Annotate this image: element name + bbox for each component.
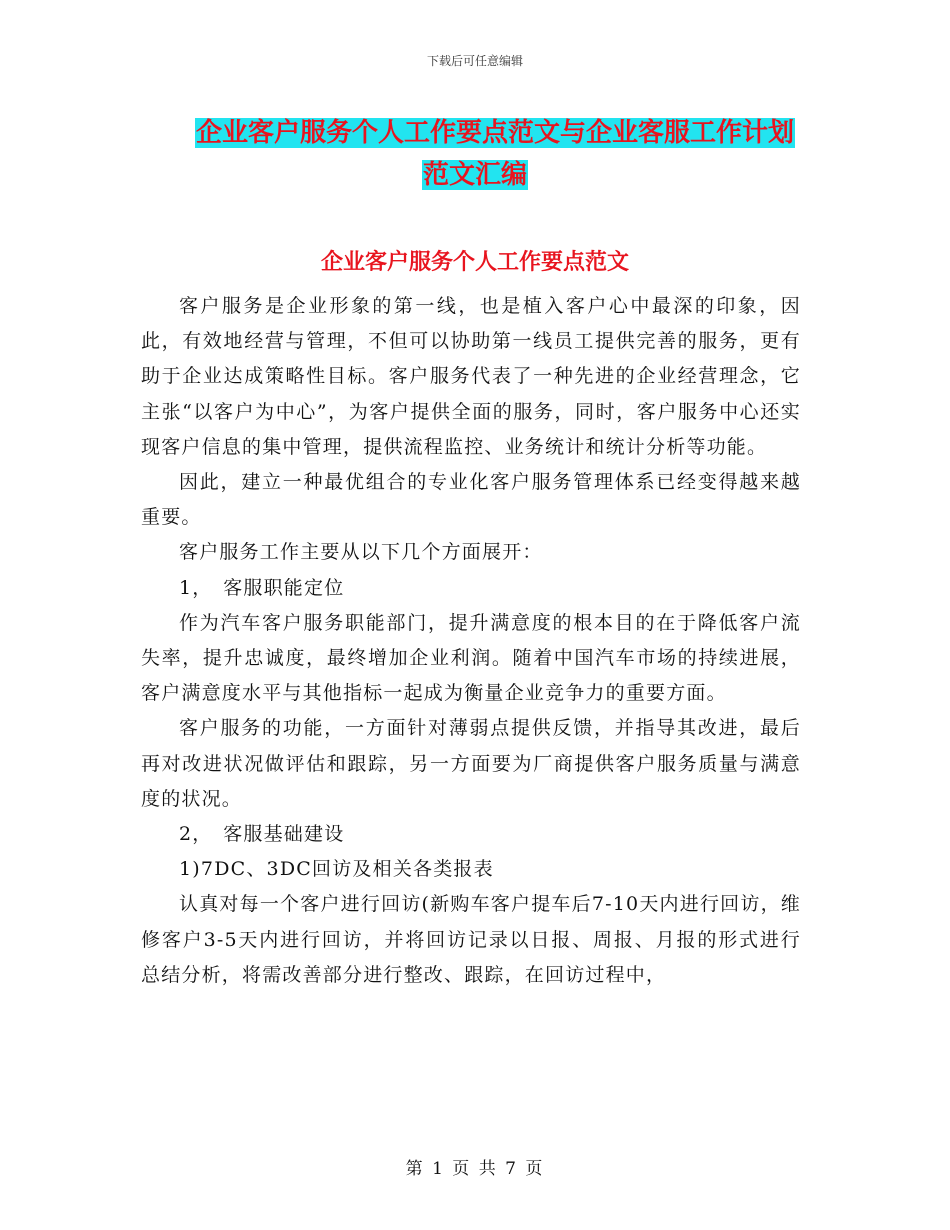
paragraph: 认真对每一个客户进行回访(新购车客户提车后7-10天内进行回访，维修客户3-5天内进行回访，并将回访记录以日报、周报、月报的形式进行总结分析，将需改善部分进行整改、跟踪，在回访过程中， [141,893,801,986]
paragraph: 客户服务工作主要从以下几个方面展开： [179,541,543,564]
list-heading: 1， 客服职能定位 [179,576,345,599]
body-text [141,289,801,993]
paragraph: 作为汽车客户服务职能部门，提升满意度的根本目的在于降低客户流失率，提升忠诚度，最终增加企业利润。随着中国汽车市场的持续进展，客户满意度水平与其他指标一起成为衡量企业竞争力的重要方面。 [141,611,801,705]
paragraph: 客户服务的功能，一方面针对薄弱点提供反馈，并指导其改进，最后再对改进状况做评估和跟踪，另一方面要为厂商提供客户服务质量与满意度的状况。 [141,717,801,810]
document-title-line-1: 企业客户服务个人工作要点范文与企业客服工作计划 [196,118,795,148]
list-heading: 2， 客服基础建设 [179,823,345,846]
section-title: 企业客户服务个人工作要点范文 [320,249,629,275]
document-title-line-2: 范文汇编 [422,160,527,190]
header-note: 下载后可任意编辑 [426,54,523,68]
sub-heading: 1)7DC、3DC回访及相关各类报表 [179,858,494,881]
paragraph: 客户服务是企业形象的第一线，也是植入客户心中最深的印象，因此，有效地经营与管理，不但可以协助第一线员工提供完善的服务，更有助于企业达成策略性目标。客户服务代表了一种先进的企业经营理念，它主张“以客户为中心”，为客户提供全面的服务，同时，客户服务中心还实现客户信息的集中管理，提供流程监控、业务统计和统计分析等功能。 [141,295,801,458]
paragraph: 因此，建立一种最优组合的专业化客户服务管理体系已经变得越来越重要。 [141,471,801,529]
page-footer: 第 1 页 共 7 页 [405,1159,545,1179]
